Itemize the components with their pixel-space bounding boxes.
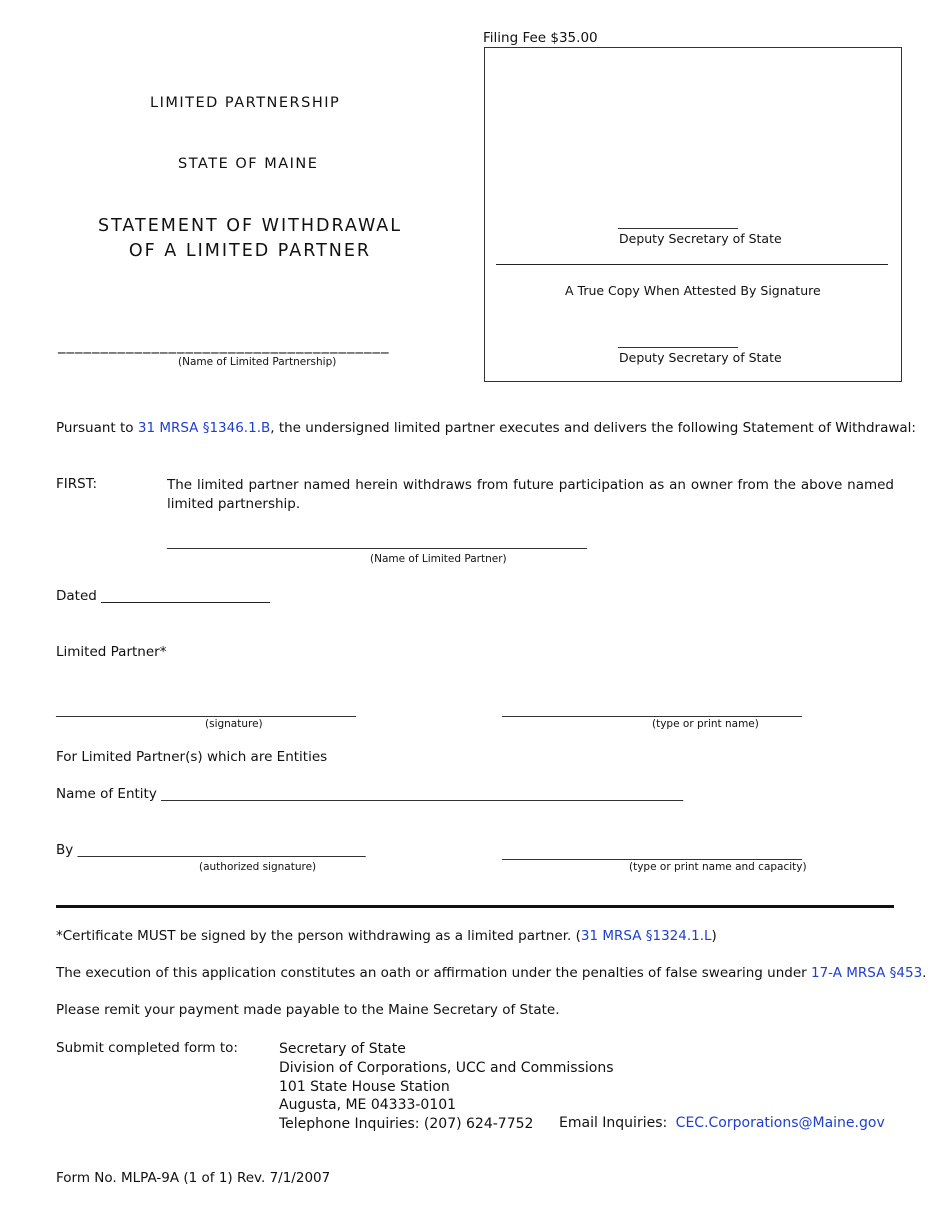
signature-field[interactable]: __________________________________________________ [56, 703, 356, 717]
entity-name-field[interactable]: _______________________________________________________________________________________ [161, 787, 684, 801]
authorized-signature-caption: (authorized signature) [199, 861, 317, 873]
dated-field[interactable]: _________________________ [101, 588, 270, 604]
deputy-label-1: Deputy Secretary of State [619, 231, 782, 246]
address-line: Secretary of State [279, 1041, 406, 1057]
authorized-signature-field[interactable]: ________________________________________________ [77, 843, 366, 857]
address-line: Augusta, ME 04333-0101 [279, 1097, 457, 1114]
by-label: By [56, 842, 74, 858]
oath-note [56, 965, 926, 981]
dated-row [56, 588, 270, 604]
first-text: The limited partner named herein withdraws from future participation as an owner from the above named limited partnership. [167, 477, 894, 512]
intro-suffix: , the undersigned limited partner executes and delivers the following Statement of Withdrawal: [270, 420, 916, 436]
print-name-caption: (type or print name) [652, 718, 759, 730]
email-link[interactable]: CEC.Corporations@Maine.gov [675, 1115, 885, 1131]
title-line-1: STATEMENT OF WITHDRAWAL [97, 216, 403, 236]
filing-box-divider [496, 264, 888, 265]
form-type-label: LIMITED PARTNERSHIP [150, 95, 341, 111]
section-divider [56, 905, 894, 908]
email-row [559, 1115, 885, 1131]
deputy-label-2: Deputy Secretary of State [619, 350, 782, 365]
capacity-caption: (type or print name and capacity) [629, 861, 807, 873]
title-line-2: OF A LIMITED PARTNER [128, 241, 372, 261]
statute-link-1346[interactable]: 31 MRSA §1346.1.B [137, 420, 271, 436]
lp-name-caption: (Name of Limited Partnership) [178, 356, 337, 368]
deputy-sig-line-1[interactable]: ____________________ [618, 215, 738, 229]
page-title [60, 214, 440, 264]
form-number: Form No. MLPA-9A (1 of 1) Rev. 7/1/2007 [56, 1170, 331, 1186]
telephone-inquiries: Telephone Inquiries: (207) 624-7752 [279, 1116, 534, 1133]
signature-caption: (signature) [205, 718, 263, 730]
remit-note: Please remit your payment made payable to the Maine Secretary of State. [56, 1002, 560, 1018]
oath-note-prefix: The execution of this application constitutes an oath or affirmation under the penalties of false swearing under [56, 965, 811, 981]
state-label: STATE OF MAINE [178, 156, 319, 172]
oath-note-suffix: . [922, 965, 927, 981]
entity-row [56, 786, 683, 802]
dated-label: Dated [56, 588, 97, 604]
cert-note-prefix: *Certificate MUST be signed by the person withdrawing as a limited partner. ( [56, 928, 581, 944]
lp-name-field[interactable]: _______________________________________ [58, 336, 390, 354]
intro-prefix: Pursuant to [56, 420, 138, 436]
limited-partner-name-field[interactable]: ______________________________________________________________________ [167, 535, 587, 549]
by-row [56, 842, 366, 858]
certificate-note [56, 928, 717, 944]
limited-partner-label: Limited Partner* [56, 644, 167, 660]
entities-heading: For Limited Partner(s) which are Entities [56, 749, 328, 765]
statute-link-453[interactable]: 17-A MRSA §453 [810, 965, 923, 981]
submit-label: Submit completed form to: [56, 1040, 238, 1056]
limited-partner-name-caption: (Name of Limited Partner) [370, 553, 507, 565]
intro-paragraph [56, 420, 916, 436]
first-label: FIRST: [56, 476, 98, 492]
true-copy-label: A True Copy When Attested By Signature [565, 283, 821, 298]
capacity-field[interactable]: __________________________________________________ [502, 846, 802, 860]
cert-note-suffix: ) [711, 928, 717, 944]
address-line: 101 State House Station [279, 1078, 450, 1095]
entity-name-label: Name of Entity [56, 786, 157, 802]
email-label: Email Inquiries: [559, 1115, 668, 1131]
address-line: Division of Corporations, UCC and Commissions [279, 1059, 614, 1076]
filing-fee: Filing Fee $35.00 [483, 30, 598, 46]
deputy-sig-line-2[interactable]: ____________________ [618, 334, 738, 348]
print-name-field[interactable]: __________________________________________________ [502, 703, 802, 717]
statute-link-1324[interactable]: 31 MRSA §1324.1.L [580, 928, 712, 944]
